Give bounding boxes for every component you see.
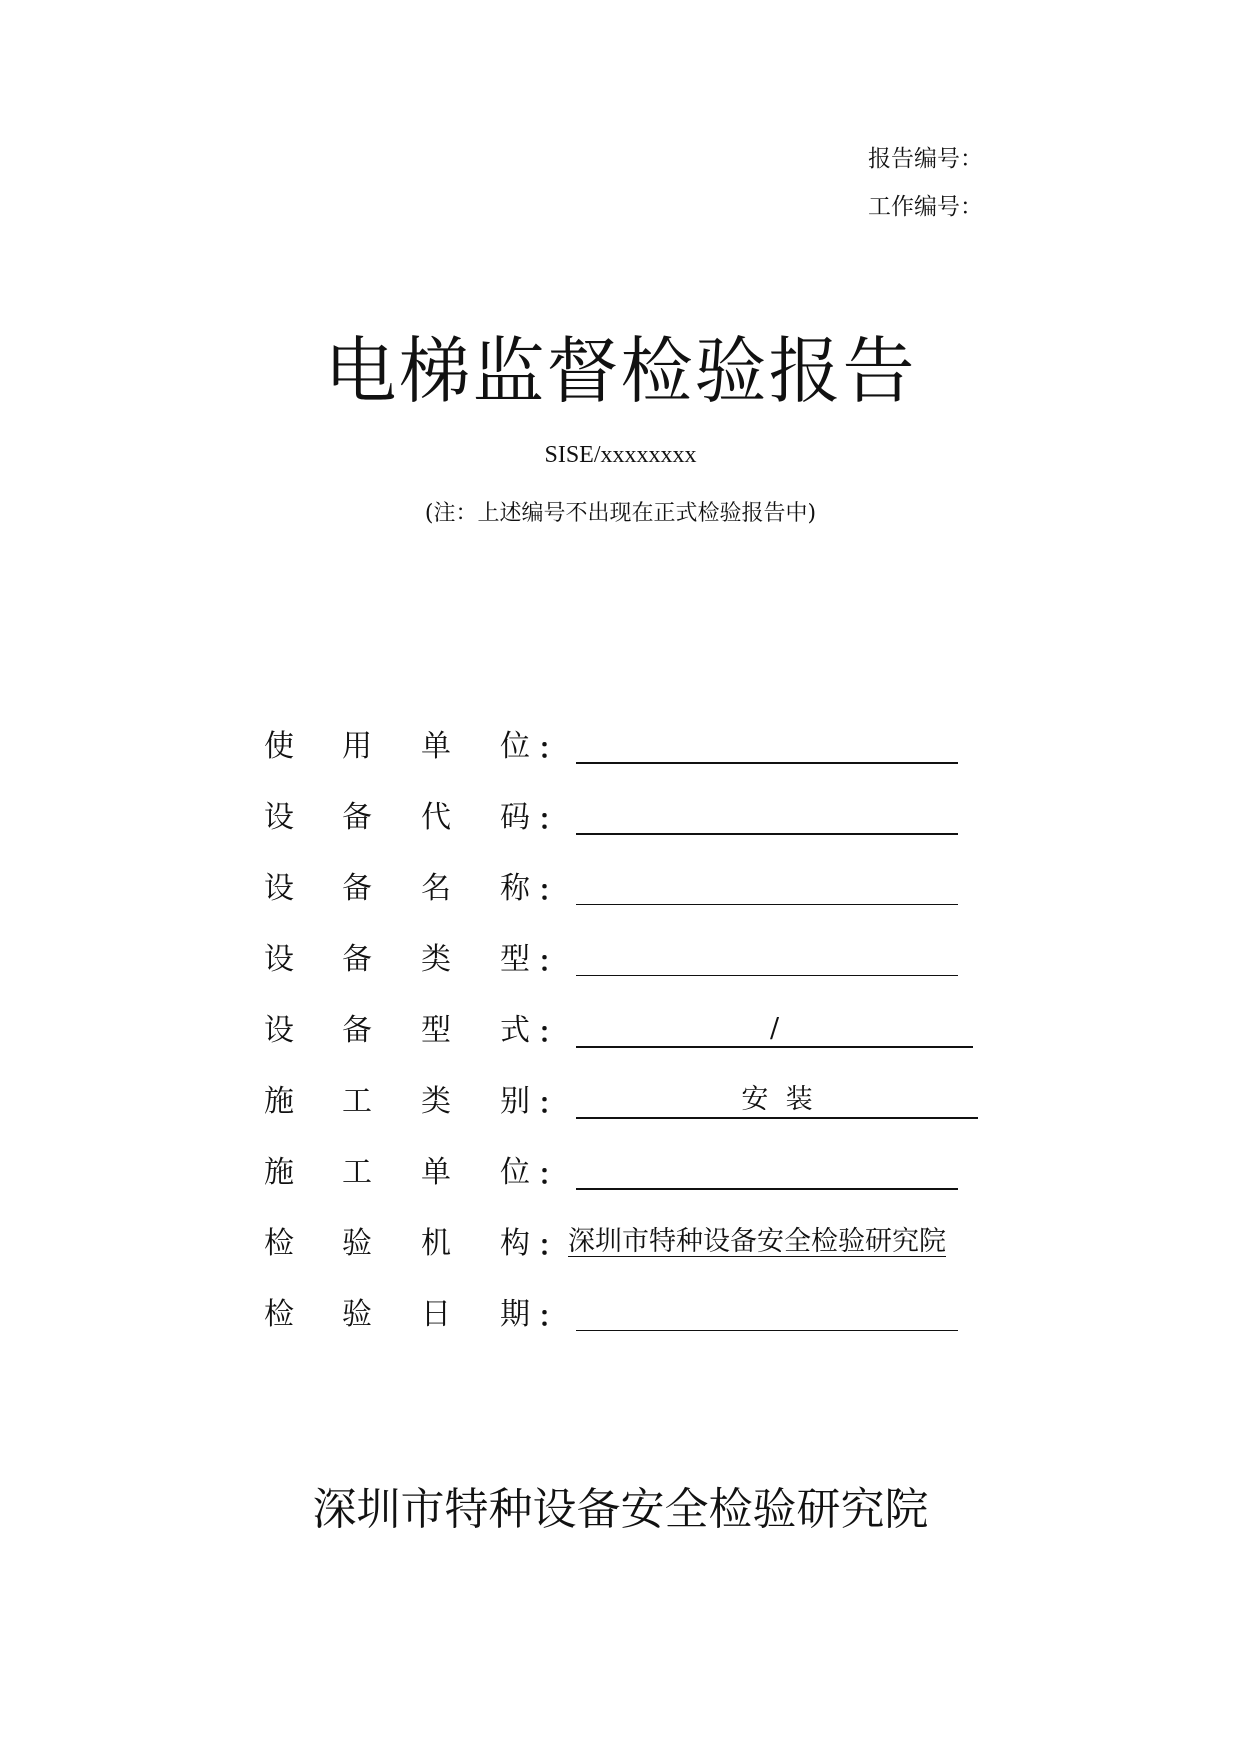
label-char: 类 bbox=[421, 1084, 451, 1119]
label-char: 式 bbox=[500, 1013, 530, 1048]
label-char: 设 bbox=[264, 800, 294, 835]
label-char: 检 bbox=[264, 1297, 294, 1332]
label-char: 工 bbox=[342, 1155, 372, 1190]
inspection-agency-value[interactable]: 深圳市特种设备安全检验研究院 bbox=[568, 1226, 946, 1257]
label-char: 单 bbox=[421, 729, 451, 764]
label-char: 单 bbox=[421, 1155, 451, 1190]
label-char: 备 bbox=[342, 942, 372, 977]
field-colon: ： bbox=[538, 1087, 567, 1120]
report-title: 电梯监督检验报告 bbox=[324, 329, 917, 413]
label-char: 码 bbox=[500, 800, 530, 835]
label-char: 型 bbox=[500, 942, 530, 977]
label-char: 验 bbox=[342, 1226, 372, 1261]
field-inspection-agency bbox=[0, 1219, 1241, 1269]
issuing-organization: 深圳市特种设备安全检验研究院 bbox=[312, 1484, 929, 1535]
field-device-code bbox=[0, 793, 1241, 843]
label-char: 类 bbox=[421, 942, 451, 977]
field-colon: ： bbox=[538, 732, 567, 765]
label-char: 别 bbox=[500, 1084, 530, 1119]
label-char: 用 bbox=[342, 729, 372, 764]
label-char: 检 bbox=[264, 1226, 294, 1261]
device-name-value[interactable] bbox=[576, 864, 958, 905]
field-construction-unit bbox=[0, 1148, 1241, 1198]
field-colon: ： bbox=[538, 1300, 567, 1333]
label-char: 设 bbox=[264, 942, 294, 977]
label-char: 代 bbox=[421, 800, 451, 835]
field-device-type bbox=[0, 935, 1241, 985]
label-char: 期 bbox=[500, 1297, 530, 1332]
field-colon: ： bbox=[538, 874, 567, 907]
field-colon: ： bbox=[538, 1229, 567, 1262]
construction-unit-value[interactable] bbox=[576, 1148, 958, 1190]
inspection-date-value[interactable] bbox=[576, 1290, 958, 1331]
device-code-value[interactable] bbox=[576, 793, 958, 835]
work-number-label: 工作编号： bbox=[868, 194, 983, 220]
device-model-value[interactable]: / bbox=[576, 1006, 973, 1048]
label-char: 称 bbox=[500, 871, 530, 906]
label-char: 型 bbox=[421, 1013, 451, 1048]
label-char: 名 bbox=[421, 871, 451, 906]
label-char: 备 bbox=[342, 871, 372, 906]
report-number-label: 报告编号： bbox=[868, 146, 983, 172]
label-char: 位 bbox=[500, 1155, 530, 1190]
label-char: 机 bbox=[421, 1226, 451, 1261]
label-char: 备 bbox=[342, 800, 372, 835]
label-char: 构 bbox=[500, 1226, 530, 1261]
label-char: 工 bbox=[342, 1084, 372, 1119]
field-user-unit bbox=[0, 722, 1241, 772]
field-device-name bbox=[0, 864, 1241, 914]
report-note: (注：上述编号不出现在正式检验报告中) bbox=[424, 501, 817, 526]
label-char: 使 bbox=[264, 729, 294, 764]
label-char: 施 bbox=[264, 1084, 294, 1119]
field-inspection-date bbox=[0, 1290, 1241, 1340]
label-char: 备 bbox=[342, 1013, 372, 1048]
label-char: 验 bbox=[342, 1297, 372, 1332]
field-construction-category bbox=[0, 1077, 1241, 1127]
label-char: 日 bbox=[421, 1297, 451, 1332]
field-colon: ： bbox=[538, 1158, 567, 1191]
field-colon: ： bbox=[538, 803, 567, 836]
construction-category-value[interactable]: 安 装 bbox=[576, 1077, 978, 1119]
label-char: 设 bbox=[264, 871, 294, 906]
label-char: 位 bbox=[500, 729, 530, 764]
label-char: 施 bbox=[264, 1155, 294, 1190]
device-type-value[interactable] bbox=[576, 935, 958, 976]
field-colon: ： bbox=[538, 945, 567, 978]
field-device-model bbox=[0, 1006, 1241, 1056]
label-char: 设 bbox=[264, 1013, 294, 1048]
user-unit-value[interactable] bbox=[576, 722, 958, 764]
field-colon: ： bbox=[538, 1016, 567, 1049]
report-code: SISE/xxxxxxxx bbox=[544, 442, 697, 468]
